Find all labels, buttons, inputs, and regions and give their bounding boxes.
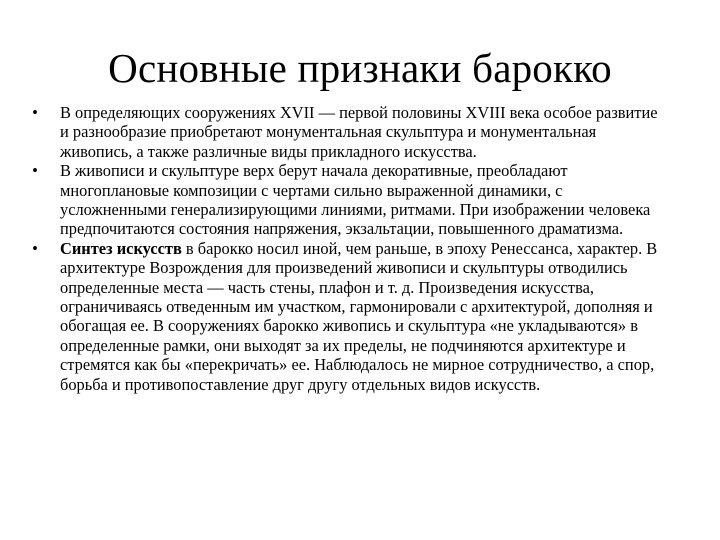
bullet-text: в барокко носил иной, чем раньше, в эпоху Ренессанса, характер. В архитектуре Возрождения для произведений живописи и скульптуры отводились определенные места — часть стены, плафон и т. д. Произведения искусства, ограничиваясь отведенным им участком, гармонировали с архитектурой, дополняя и обогащая ее. В сооружениях барокко живопись и скульптура «не укладываются» в определенные рамки, они выходят за их пределы, не подчиняются архитектуре и стремятся как бы «перекричать» ее. Наблюдалось не мирное сотрудничество, а спор, борьба и противопоставление друг другу отдельных видов искусств.: [60, 238, 658, 394]
bullet-item: [28, 103, 668, 161]
bullet-lead-bold: Синтез искусств: [60, 238, 182, 258]
bullet-icon: •: [32, 103, 38, 122]
bullet-item: [28, 161, 668, 239]
bullet-text: В живописи и скульптуре верх берут начала декоративные, преобладают многоплановые композиции с чертами сильно выраженной динамики, с усложненными генерализирующими линиями, ритмами. При изображении человека предпочитаются состояния напряжения, экзальтации, повышенного драматизма.: [60, 161, 651, 239]
bullet-item: [28, 239, 668, 394]
bullet-list: [28, 103, 668, 394]
bullet-text: В определяющих сооружениях XVII — первой половины XVIII века особое развитие и разнообразие приобретают монументальная скульптура и монументальная живопись, а также различные виды прикладного искусства.: [60, 103, 658, 161]
slide-title: Основные признаки барокко: [108, 45, 612, 91]
bullet-icon: •: [32, 161, 38, 181]
bullet-icon: •: [32, 238, 38, 258]
